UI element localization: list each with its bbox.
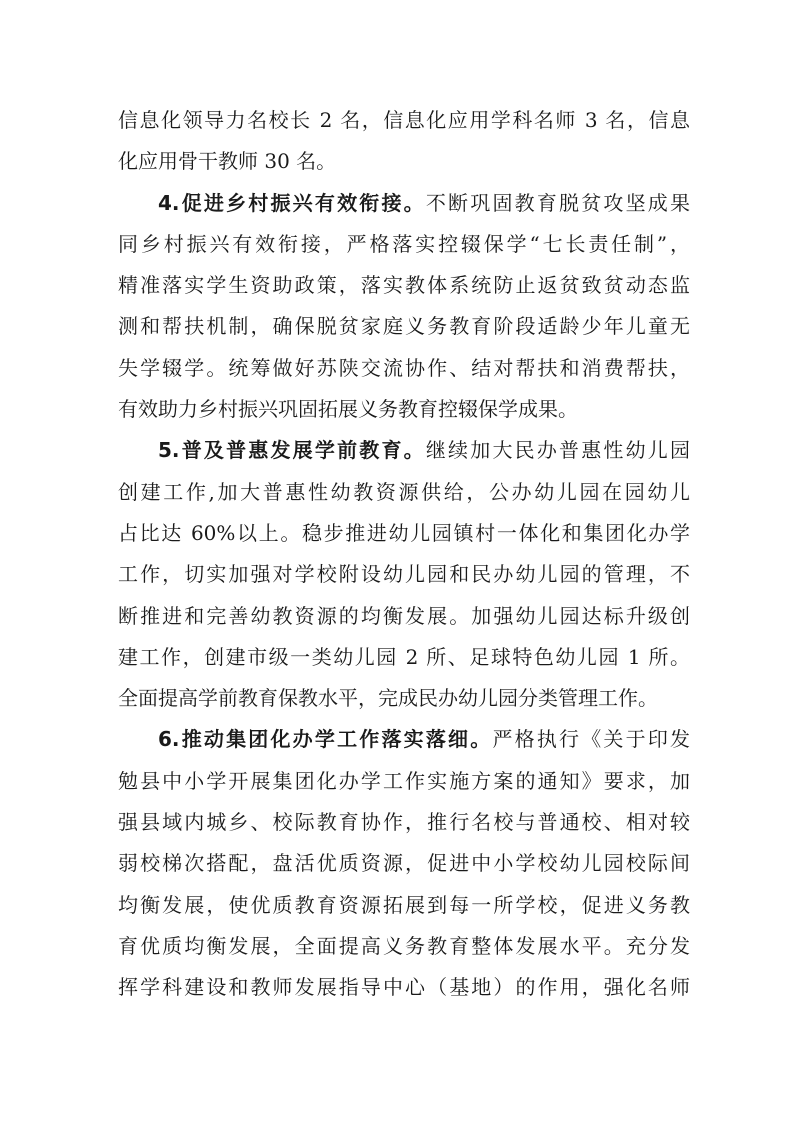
- text-span: 不断巩固教育脱贫攻坚成果: [425, 190, 691, 215]
- text-span: 继续加大民办普惠性幼儿园: [425, 438, 691, 463]
- text-line: 全面提高学前教育保教水平，完成民办幼儿园分类管理工作。: [118, 686, 658, 711]
- text-line: 有效助力乡村振兴巩固拓展义务教育控辍保学成果。: [118, 397, 578, 422]
- text-line: [118, 430, 690, 471]
- text-line: 化应用骨干教师 30 名。: [118, 149, 337, 174]
- paragraph: [118, 719, 690, 1008]
- text-line: 断推进和完善幼教资源的均衡发展。加强幼儿园达标升级创: [118, 603, 690, 628]
- text-line: 挥学科建设和教师发展指导中心（基地）的作用，强化名师: [118, 975, 690, 1000]
- text-line: [118, 719, 690, 760]
- paragraph: [118, 430, 690, 719]
- text-line: 同乡村振兴有效衔接，严格落实控辍保学“七长责任制”，: [118, 231, 690, 256]
- paragraph-heading: 6.推动集团化办学工作落实落细。: [158, 727, 493, 752]
- text-line: 均衡发展，使优质教育资源拓展到每一所学校，促进义务教: [118, 892, 690, 917]
- text-line: 弱校梯次搭配，盘活优质资源，促进中小学校幼儿园校际间: [118, 851, 690, 876]
- text-line: [118, 183, 690, 224]
- paragraph-heading: 4.促进乡村振兴有效衔接。: [158, 190, 426, 215]
- paragraph-heading: 5.普及普惠发展学前教育。: [158, 438, 426, 463]
- text-line: 育优质均衡发展，全面提高义务教育整体发展水平。充分发: [118, 933, 690, 958]
- text-line: 强县域内城乡、校际教育协作，推行名校与普通校、相对较: [118, 810, 690, 835]
- text-line: 建工作，创建市级一类幼儿园 2 所、足球特色幼儿园 1 所。: [118, 644, 690, 669]
- text-line: 信息化领导力名校长 2 名，信息化应用学科名师 3 名，信息: [118, 108, 690, 132]
- text-line: 工作，切实加强对学校附设幼儿园和民办幼儿园的管理，不: [118, 562, 690, 587]
- text-line: 占比达 60%以上。稳步推进幼儿园镇村一体化和集团化办学: [118, 520, 690, 545]
- text-span: 严格执行《关于印发: [492, 727, 691, 752]
- paragraph: [118, 100, 690, 183]
- text-line: 勉县中小学开展集团化办学工作实施方案的通知》要求，加: [118, 768, 690, 793]
- text-line: 测和帮扶机制，确保脱贫家庭义务教育阶段适龄少年儿童无: [118, 314, 690, 339]
- text-line: 失学辍学。统筹做好苏陕交流协作、结对帮扶和消费帮扶，: [118, 355, 690, 380]
- text-line: 创建工作,加大普惠性幼教资源供给，公办幼儿园在园幼儿: [118, 479, 690, 504]
- text-line: 精准落实学生资助政策，落实教体系统防止返贫致贫动态监: [118, 273, 690, 298]
- paragraph: [118, 183, 690, 431]
- document-page: [118, 100, 690, 1009]
